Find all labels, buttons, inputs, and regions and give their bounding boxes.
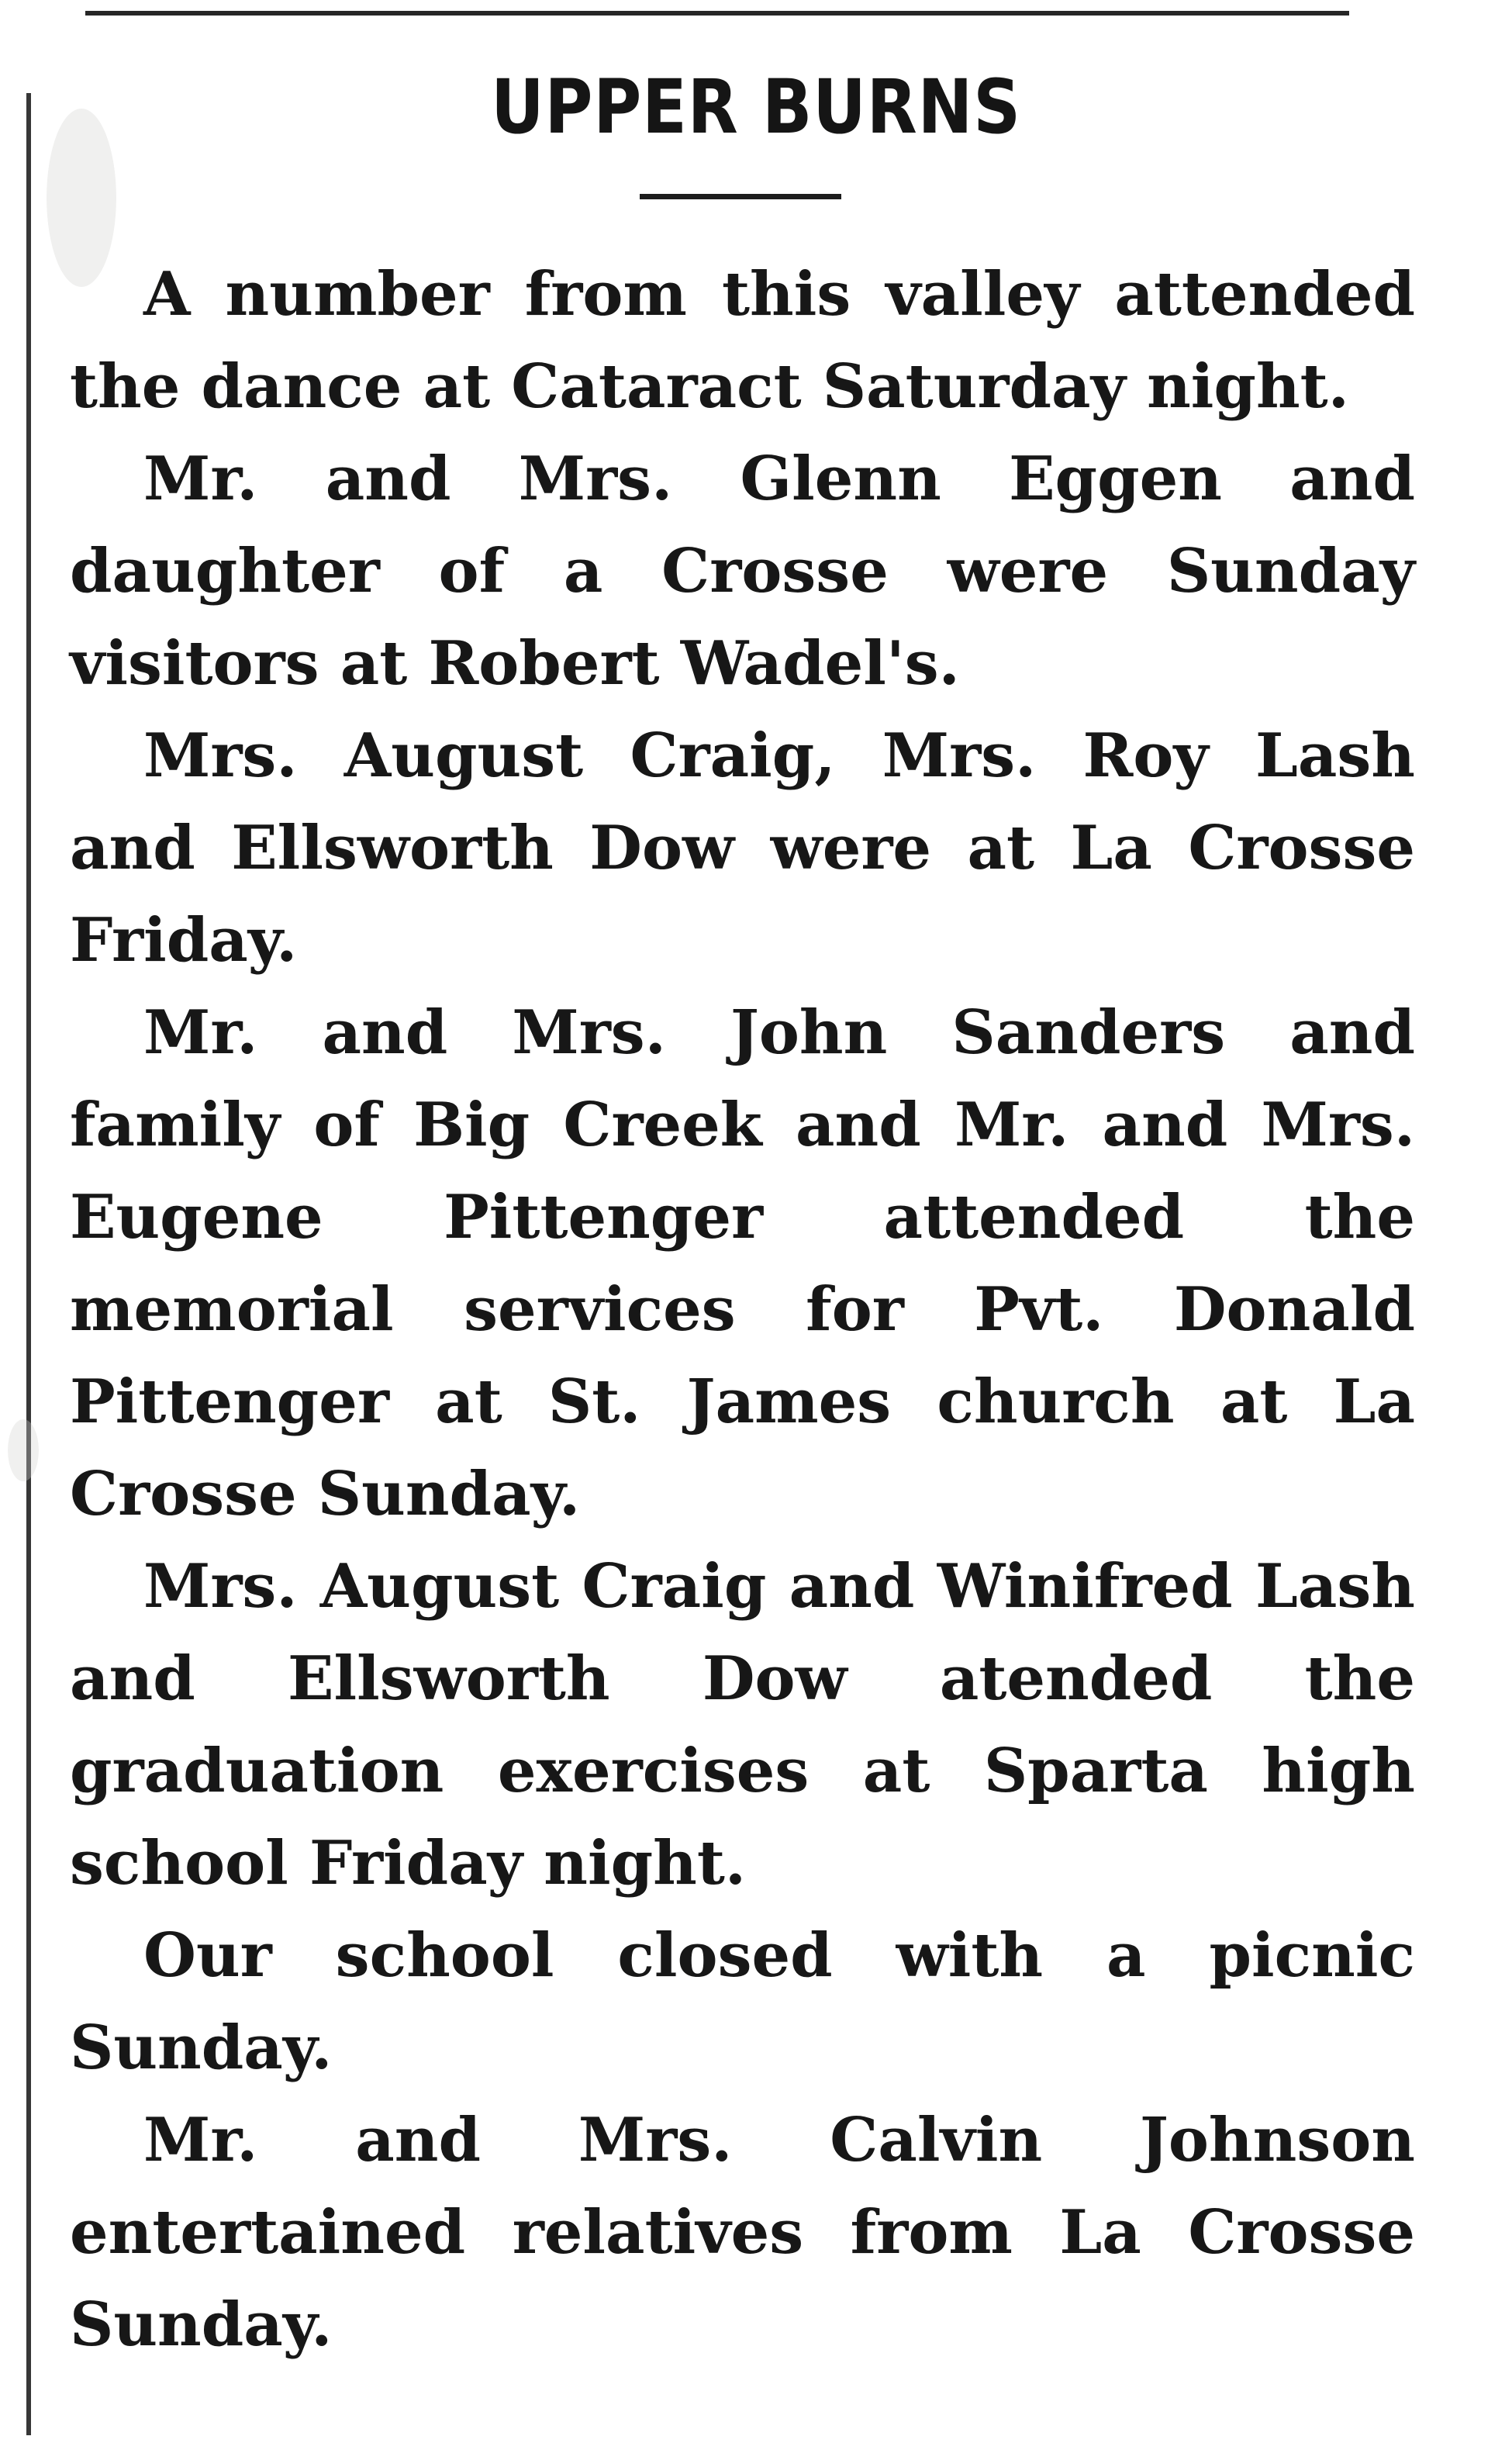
paragraph: A number from this valley attended the dance at Cataract Saturday night.	[70, 259, 1415, 422]
paragraph: Mrs. August Craig, Mrs. Roy Lash and Ellsworth Dow were at La Crosse Friday.	[70, 720, 1415, 976]
paragraph: Mr. and Mrs. Glenn Eggen and daughter of a Crosse were Sunday visitors at Robert Wadel's.	[70, 444, 1415, 699]
paragraph: Mrs. August Craig and Winifred Lash and Ellsworth Dow atended the graduation exercises at Sparta high school Friday night.	[70, 1551, 1415, 1899]
headline: UPPER BURNS	[491, 64, 1021, 150]
paragraph: Mr. and Mrs. John Sanders and family of Big Creek and Mr. and Mrs. Eugene Pittenger attended the memorial services for Pvt. Donald Pittenger at St. James church at La Crosse Sunday.	[70, 997, 1415, 1529]
article-body	[70, 248, 1415, 2371]
column-rule	[26, 93, 31, 2435]
print-smudge	[8, 1419, 39, 1481]
headline-rule	[640, 194, 841, 199]
paragraph: Mr. and Mrs. Calvin Johnson entertained relatives from La Crosse Sunday.	[70, 2105, 1415, 2360]
top-border-rule	[85, 11, 1349, 16]
paragraph: Our school closed with a picnic Sunday.	[70, 1920, 1415, 2083]
